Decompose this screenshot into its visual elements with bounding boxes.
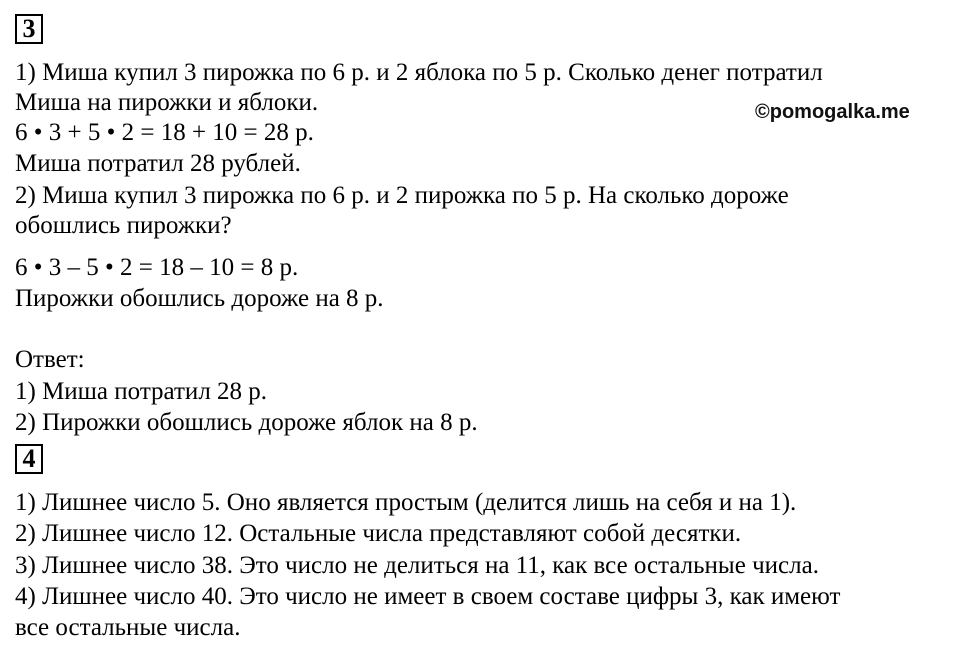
task-4-line-2: 2) Лишнее число 12. Остальные числа представляют собой десятки. [15, 520, 742, 547]
task-3-line-7: 6 • 3 – 5 • 2 = 18 – 10 = 8 р. [15, 254, 299, 281]
task-3-line-8: Пирожки обошлись дороже на 8 р. [15, 285, 384, 312]
task-3-line-2: Миша на пирожки и яблоки. [15, 89, 319, 116]
task-4-line-5: все остальные числа. [15, 614, 241, 641]
answer-line-1: 1) Миша потратил 28 р. [15, 378, 268, 405]
task-4-line-3: 3) Лишнее число 38. Это число не делиться на 11, как все остальные числа. [15, 552, 819, 579]
answer-heading: Ответ: [15, 346, 85, 373]
task-4-line-4: 4) Лишнее число 40. Это число не имеет в своем составе цифры 3, как имеют [15, 583, 841, 610]
task-3-line-4: Миша потратил 28 рублей. [15, 150, 301, 177]
task-3-line-5: 2) Миша купил 3 пирожка по 6 р. и 2 пирожка по 5 р. На сколько дороже [15, 182, 789, 209]
task-3-number-box: 3 [15, 14, 43, 44]
task-3-line-6: обошлись пирожки? [15, 212, 232, 239]
task-3-line-3: 6 • 3 + 5 • 2 = 18 + 10 = 28 р. [15, 119, 314, 146]
answer-line-2: 2) Пирожки обошлись дороже яблок на 8 р. [15, 409, 478, 436]
watermark: ©pomogalka.me [755, 101, 910, 123]
task-4-number-box: 4 [15, 444, 43, 474]
task-3-line-1: 1) Миша купил 3 пирожка по 6 р. и 2 яблока по 5 р. Сколько денег потратил [15, 59, 823, 86]
task-4-line-1: 1) Лишнее число 5. Оно является простым (делится лишь на себя и на 1). [15, 489, 797, 516]
